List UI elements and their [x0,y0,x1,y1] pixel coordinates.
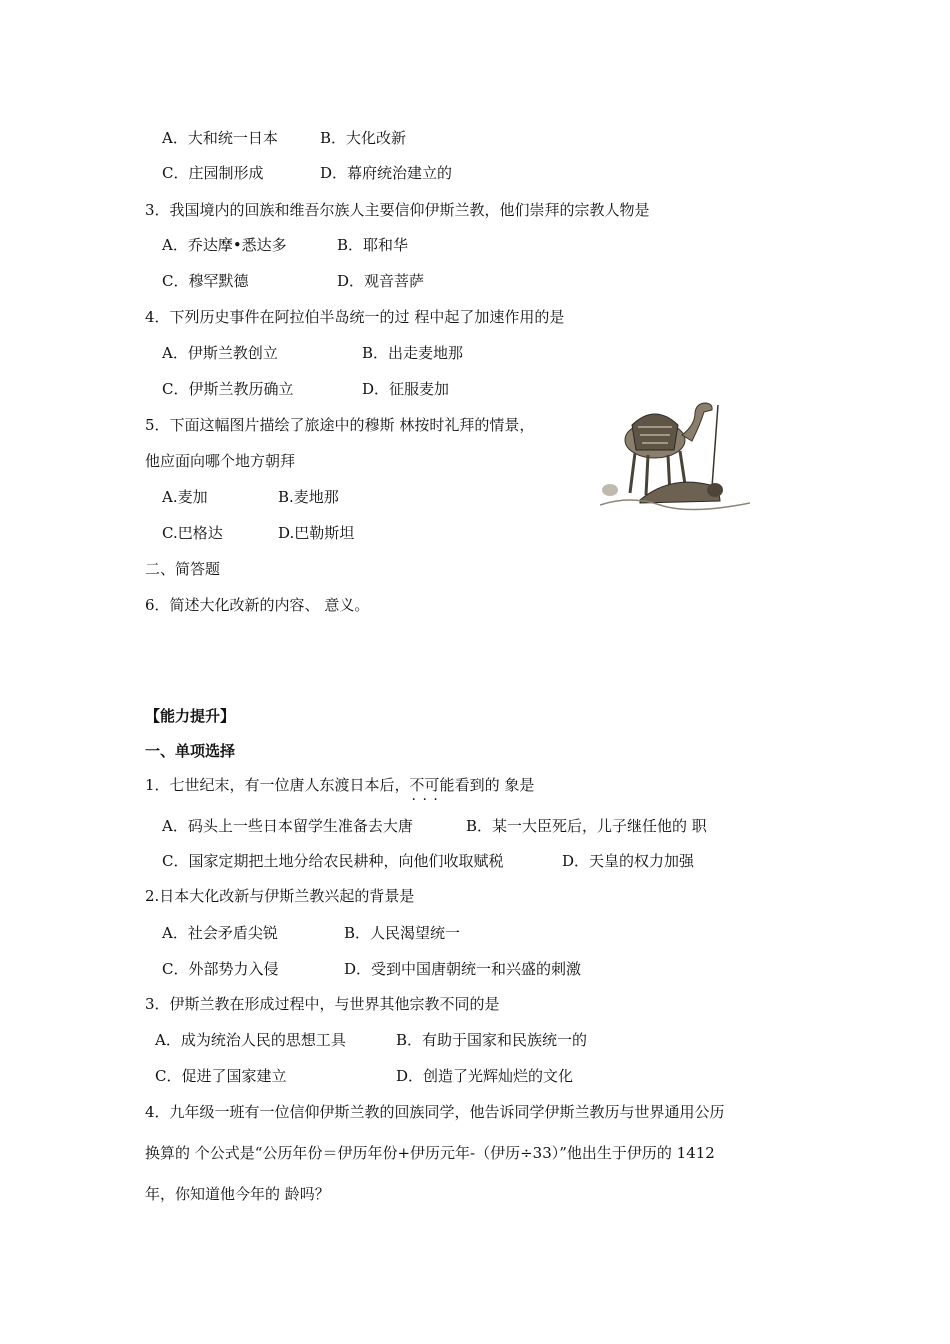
q4-option-d: D．征服麦加 [362,380,450,398]
ability-header: 【能力提升】 [145,707,236,725]
ability-q2-question: 2.日本大化改新与伊斯兰教兴起的背景是 [145,887,415,905]
ability-q3-question: 3．伊斯兰教在形成过程中，与世界其他宗教不同的是 [145,995,500,1013]
ability-q1-option-d: D．天皇的权力加强 [562,852,695,870]
ability-q4-line-2: 换算的 个公式是“公历年份＝伊历年份+伊历元年-（伊历÷33）”他出生于伊历的 1412 [145,1144,715,1162]
q5-question-line1: 5．下面这幅图片描绘了旅途中的穆斯 林按时礼拜的情景， [145,416,535,434]
ability-q1-question [145,775,534,795]
ability-q1-emphasis: 不可能 · · · [410,776,455,794]
ability-section-1-title: 一、单项选择 [145,742,236,760]
ability-q1-option-c: C．国家定期把土地分给农民耕种，向他们收取赋税 [162,852,504,870]
q3-option-c: C．穆罕默德 [162,272,249,290]
q2-option-a: A．大和统一日本 [162,129,278,147]
ability-q2-option-a: A．社会矛盾尖锐 [162,924,278,942]
ability-q4-line-3: 年，你知道他今年的 龄吗？ [145,1185,330,1203]
q2-option-d: D．幕府统治建立的 [320,164,453,182]
q3-option-d: D．观音菩萨 [337,272,425,290]
q5-option-b: B.麦地那 [278,488,339,506]
q3-question: 3．我国境内的回族和维吾尔族人主要信仰伊斯兰教，他们崇拜的宗教人物是 [145,201,650,219]
camel-prayer-illustration [600,395,750,515]
ability-q4-line-1: 4．九年级一班有一位信仰伊斯兰教的回族同学，他告诉同学伊斯兰教历与世界通用公历 [145,1103,725,1121]
q4-option-a: A．伊斯兰教创立 [162,344,278,362]
q2-option-b: B．大化改新 [320,129,407,147]
section-2-title: 二、简答题 [145,560,221,578]
ability-q2-option-c: C．外部势力入侵 [162,960,279,978]
ability-q2-option-b: B．人民渴望统一 [344,924,461,942]
q3-option-a: A．乔达摩•悉达多 [162,236,287,254]
ability-q3-option-a: A．成为统治人民的思想工具 [155,1031,346,1049]
ability-q3-option-c: C．促进了国家建立 [155,1067,287,1085]
q6-question: 6．简述大化改新的内容、 意义。 [145,596,370,614]
ability-q3-option-b: B．有助于国家和民族统一的 [396,1031,588,1049]
q4-option-c: C．伊斯兰教历确立 [162,380,294,398]
ability-q1-option-b: B．某一大臣死后，儿子继任他的 职 [466,817,707,835]
ability-q1-option-a: A．码头上一些日本留学生准备去大唐 [162,817,413,835]
q4-question: 4．下列历史事件在阿拉伯半岛统一的过 程中起了加速作用的是 [145,308,565,326]
q5-option-a: A.麦加 [162,488,208,506]
ability-q1-text-end: 看到的 象是 [454,776,535,794]
q5-option-c: C.巴格达 [162,524,223,542]
q4-option-b: B．出走麦地那 [362,344,464,362]
ability-q2-option-d: D．受到中国唐朝统一和兴盛的刺激 [344,960,582,978]
q2-option-c: C．庄园制形成 [162,164,264,182]
ability-q1-text-start: 1．七世纪末，有一位唐人东渡日本后， [145,776,410,794]
q3-option-b: B．耶和华 [337,236,409,254]
q5-option-d: D.巴勒斯坦 [278,524,355,542]
q5-question-line2: 他应面向哪个地方朝拜 [145,452,296,470]
ability-q3-option-d: D．创造了光辉灿烂的文化 [396,1067,574,1085]
